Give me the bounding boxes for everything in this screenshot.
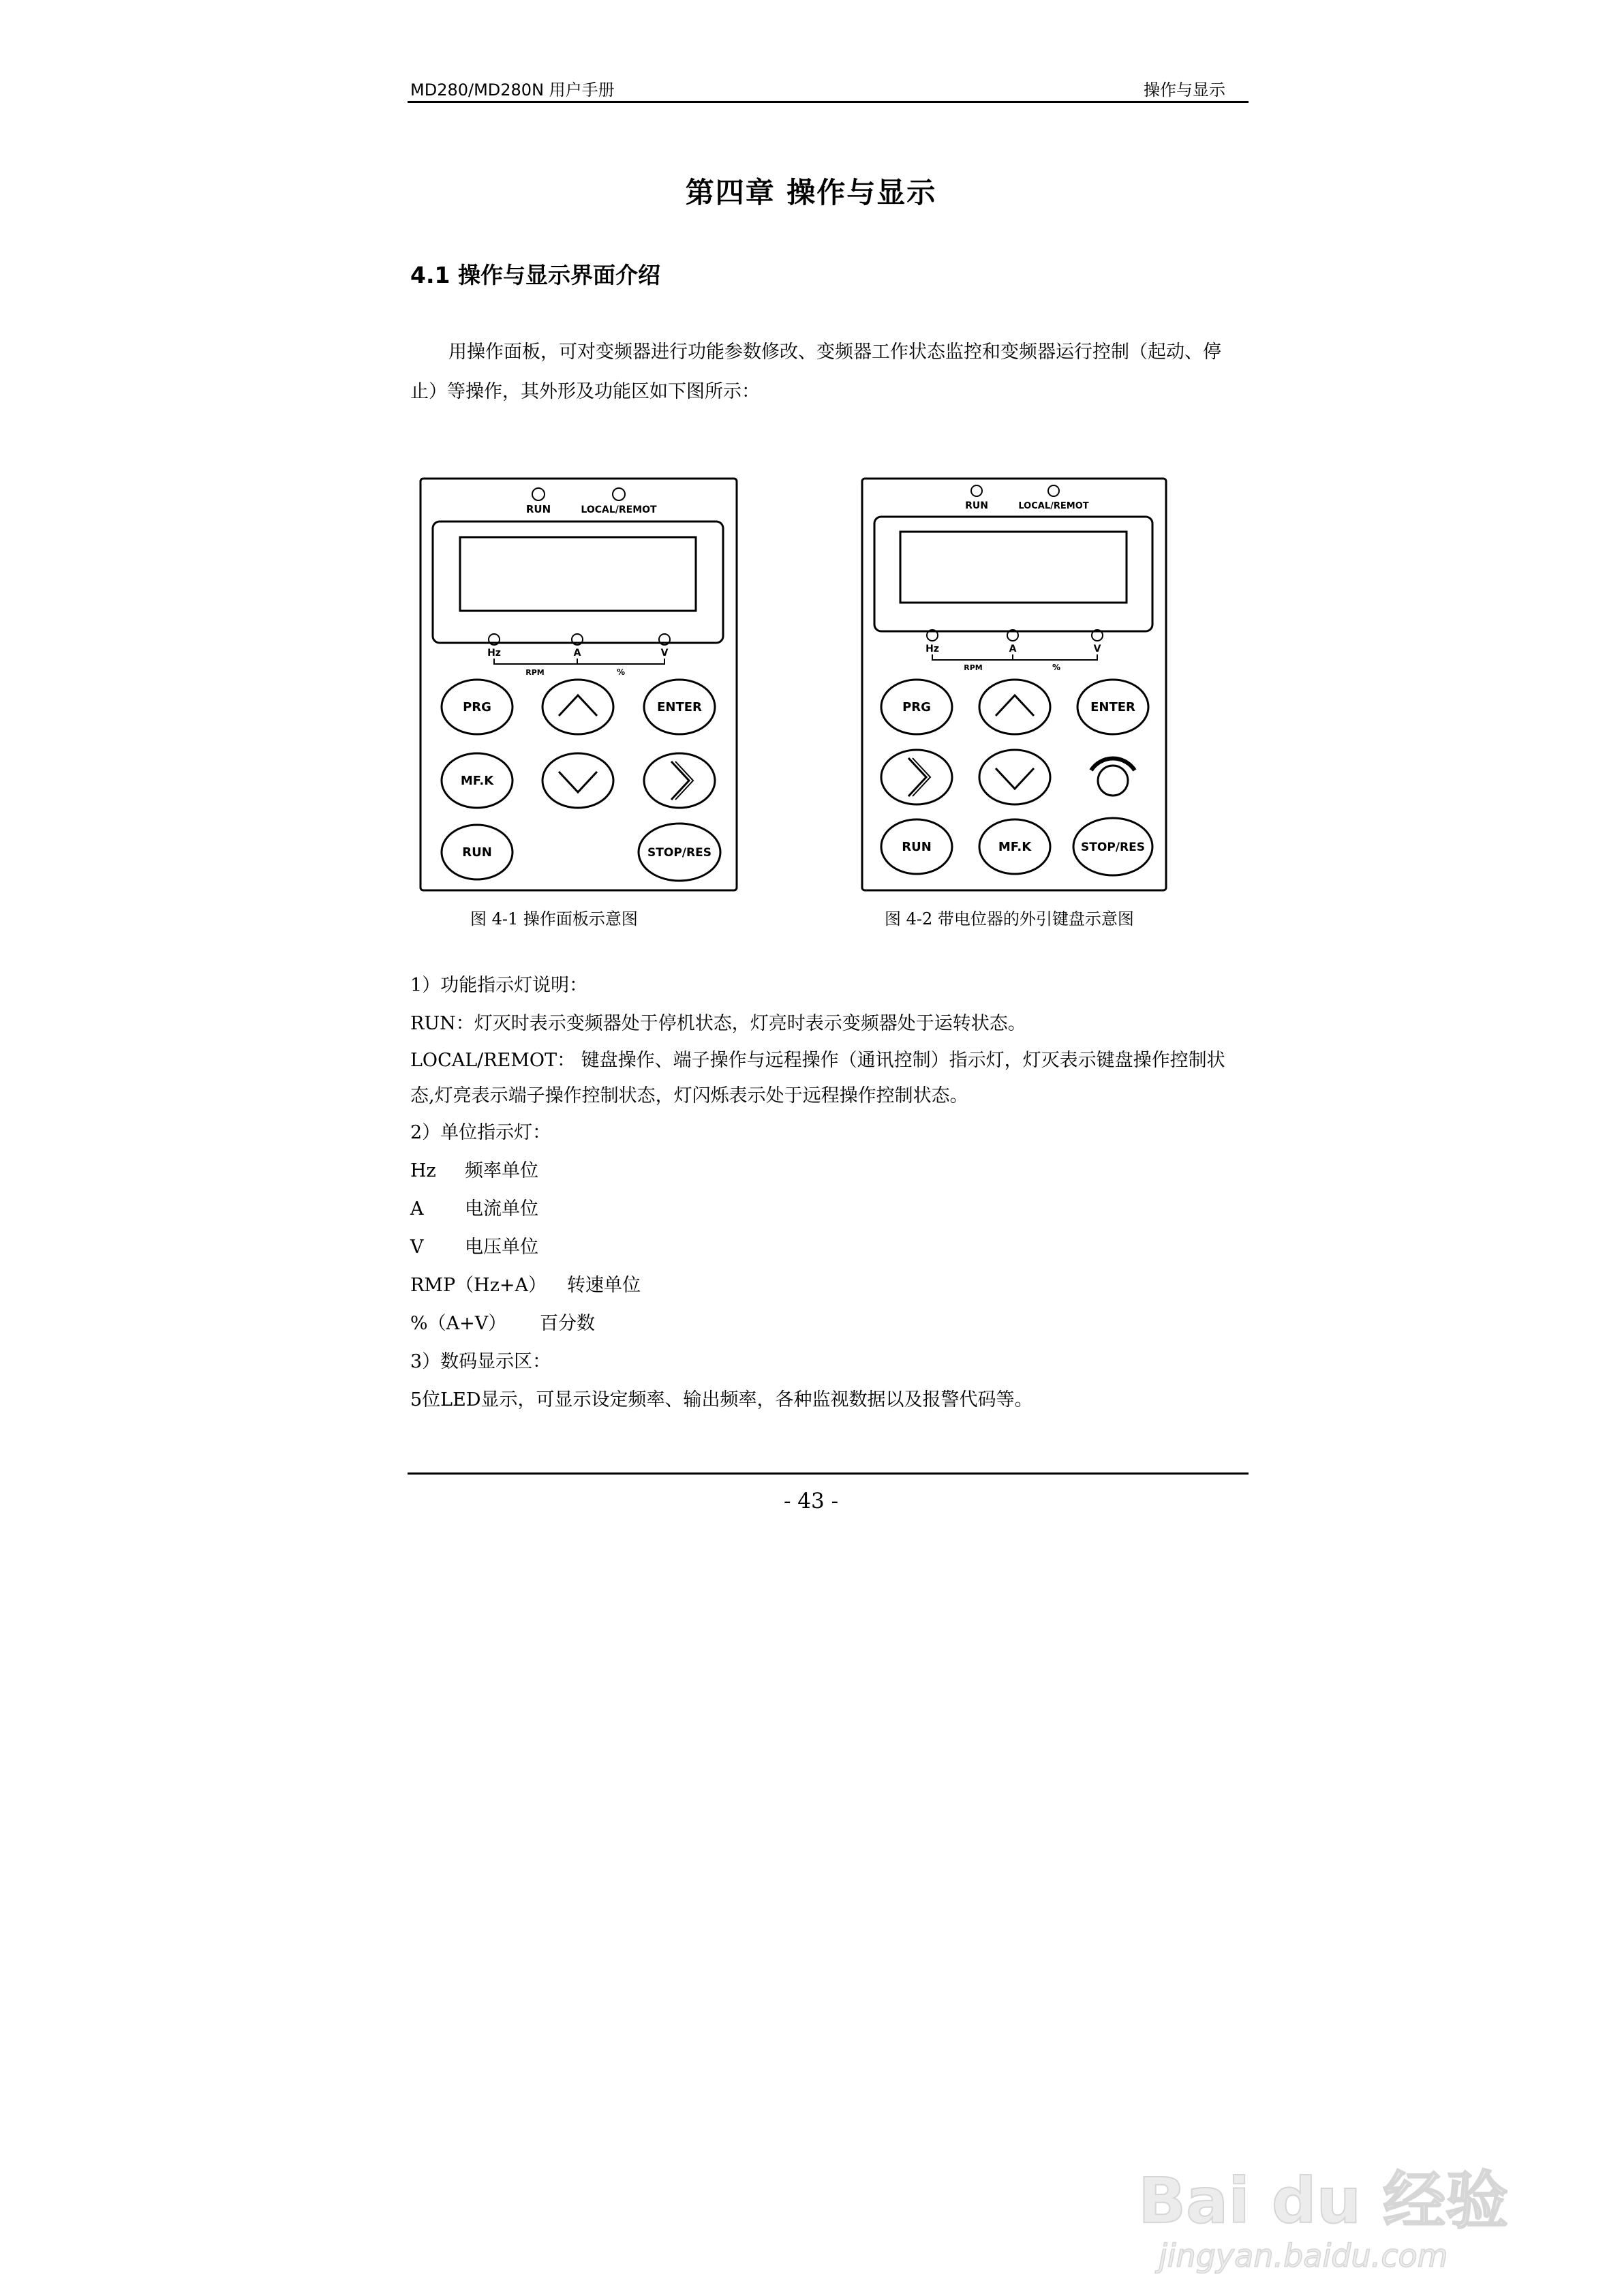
svg-text:RPM: RPM xyxy=(525,668,545,677)
indicator-descriptions xyxy=(410,967,1249,1419)
run-description: RUN：灯灭时表示变频器处于停机状态，灯亮时表示变频器处于运转状态。 xyxy=(410,1013,1026,1034)
svg-text:STOP/RES: STOP/RES xyxy=(1081,841,1145,854)
subsection-title: 3）数码显示区： xyxy=(410,1351,551,1372)
unit-row: A 电流单位 xyxy=(410,1198,538,1220)
figure-keypad-1 xyxy=(419,477,739,893)
unit-row: RMP（Hz+A） 转速单位 xyxy=(410,1275,641,1296)
subsection-title: 2）单位指示灯： xyxy=(410,1122,551,1143)
svg-text:RUN: RUN xyxy=(462,845,492,860)
baidu-watermark-logo xyxy=(1138,2154,1547,2277)
svg-text:Bai du 经验: Bai du 经验 xyxy=(1138,2164,1509,2237)
header-rule xyxy=(408,101,1249,103)
section-title: 4.1 操作与显示界面介绍 xyxy=(410,262,660,288)
svg-text:V: V xyxy=(660,648,669,659)
svg-text:RUN: RUN xyxy=(965,500,988,511)
led-description: 5位LED显示，可显示设定频率、输出频率，各种监视数据以及报警代码等。 xyxy=(410,1389,1033,1410)
chapter-title: 第四章 操作与显示 xyxy=(685,176,937,209)
unit-row: Hz 频率单位 xyxy=(410,1160,538,1181)
figure-1-caption: 图 4-1 操作面板示意图 xyxy=(470,909,638,928)
running-header-section: 操作与显示 xyxy=(1144,80,1225,100)
svg-text:A: A xyxy=(1009,644,1017,654)
unit-row: V 电压单位 xyxy=(410,1237,538,1258)
svg-text:MF.K: MF.K xyxy=(460,774,494,788)
figure-keypad-2 xyxy=(861,477,1169,893)
svg-text:PRG: PRG xyxy=(902,700,931,714)
page-number: - 43 - xyxy=(783,1489,839,1513)
svg-text:Hz: Hz xyxy=(925,644,939,654)
svg-text:STOP/RES: STOP/RES xyxy=(647,846,711,860)
svg-text:PRG: PRG xyxy=(463,700,491,714)
svg-text:%: % xyxy=(616,667,626,677)
indicator-local-remot: LOCAL/REMOT xyxy=(581,504,657,515)
footer-rule xyxy=(408,1472,1249,1475)
svg-text:jingyan.baidu.com: jingyan.baidu.com xyxy=(1159,2237,1448,2274)
local-remot-description: LOCAL/REMOT： 键盘操作、端子操作与远程操作（通讯控制）指示灯，灯灭表示键盘操作控制状态,灯亮表示端子操作控制状态，灯闪烁表示处于远程操作控制状态。 xyxy=(410,1050,1225,1106)
intro-paragraph: 用操作面板，可对变频器进行功能参数修改、变频器工作状态监控和变频器运行控制（起动、停止）等操作，其外形及功能区如下图所示： xyxy=(410,342,1221,402)
subsection-title: 1）功能指示灯说明： xyxy=(410,975,588,996)
svg-text:LOCAL/REMOT: LOCAL/REMOT xyxy=(1018,501,1089,511)
svg-text:ENTER: ENTER xyxy=(657,700,702,714)
svg-text:A: A xyxy=(573,648,581,659)
svg-text:V: V xyxy=(1093,644,1101,654)
running-header-title: MD280/MD280N 用户手册 xyxy=(410,80,615,100)
svg-text:ENTER: ENTER xyxy=(1090,700,1135,714)
svg-text:%: % xyxy=(1052,663,1061,672)
svg-text:RUN: RUN xyxy=(902,840,932,854)
svg-text:RPM: RPM xyxy=(964,663,983,672)
unit-row: %（A+V） 百分数 xyxy=(410,1313,595,1334)
figure-2-caption: 图 4-2 带电位器的外引键盘示意图 xyxy=(885,909,1134,928)
svg-text:Hz: Hz xyxy=(487,648,501,659)
indicator-run: RUN xyxy=(525,503,551,515)
svg-text:MF.K: MF.K xyxy=(998,840,1032,854)
